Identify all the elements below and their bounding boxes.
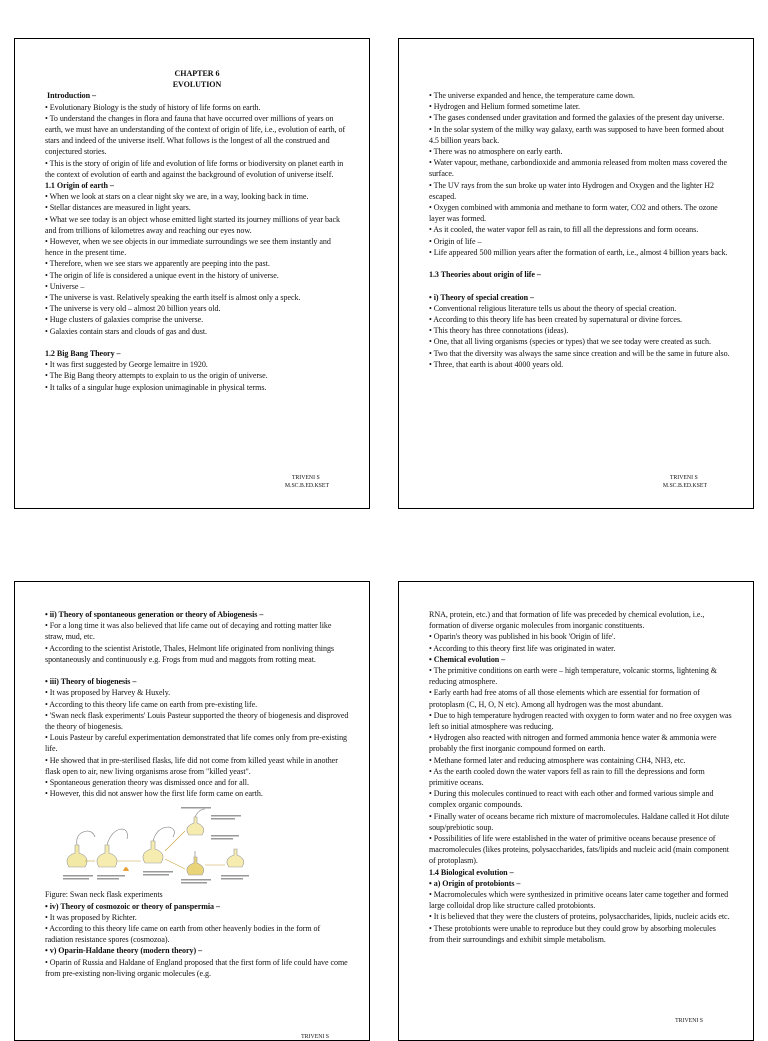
bullet: • Origin of life – <box>429 236 482 246</box>
footer-name: TRIVENI S <box>675 1018 703 1024</box>
section-1-3-heading: 1.3 Theories about origin of life – <box>429 270 541 280</box>
bullet: • The universe is very old – almost 20 billion years old. <box>45 304 221 314</box>
slide-3 <box>14 581 370 1041</box>
swan-neck-flask-illustration <box>61 805 251 885</box>
bullet: • According to this theory life came on earth from other heavenly bodies in the form of radiation resistance spores (cosmozoa). <box>45 924 321 945</box>
bullet: • When we look at stars on a clear night sky we are, in a way, looking back in time. <box>45 192 309 202</box>
intro-line: • Evolutionary Biology is the study of history of life forms on earth. <box>45 102 261 112</box>
slide-4 <box>398 581 754 1041</box>
bullet: • Spontaneous generation theory was dismissed once and for all. <box>45 778 249 788</box>
bullet: • Two that the diversity was always the same since creation and will be the same in future also. <box>429 348 730 358</box>
chemical-evolution-heading: • Chemical evolution – <box>429 654 506 664</box>
bullet: • The UV rays from the sun broke up water into Hydrogen and Oxygen and the lighter H2 escaped. <box>429 180 714 201</box>
bullet: • Oparin of Russia and Haldane of England proposed that the first form of life could have come from pre-existing non-living organic molecules (e.g. <box>45 957 348 978</box>
bullet: • As the earth cooled down the water vapors fell as rain to fill the depressions and form primitive oceans. <box>429 766 705 788</box>
bullet: • Methane formed later and reducing atmosphere was containing CH4, NH3, etc. <box>429 755 686 765</box>
bullet: • Louis Pasteur by careful experimentation demonstrated that life comes only from pre-existing life. <box>45 733 348 754</box>
bullet: • The origin of life is considered a unique event in the history of universe. <box>45 270 279 280</box>
footer-name: TRIVENI S <box>291 475 320 481</box>
bullet: • Hydrogen and Helium formed sometime later. <box>429 102 581 112</box>
bullet: • Oxygen combined with ammonia and methane to form water, CO2 and others. The ozone layer was formed. <box>429 203 718 224</box>
bullet: • 'Swan neck flask experiments' Louis Pasteur supported the theory of biogenesis and disproved the theory of biogenesis. <box>45 710 349 732</box>
slide-1-footer <box>285 475 329 490</box>
abiogenesis-heading: • ii) Theory of spontaneous generation or theory of Abiogenesis – <box>45 610 264 619</box>
bullet: • During this molecules continued to react with each other and formed various simple and complex organic compounds. <box>429 789 714 810</box>
bullet: • Hydrogen also reacted with nitrogen and formed ammonia hence water & ammonia were probably the first inorganic compound formed on earth. <box>429 733 717 754</box>
bullet: • Water vapour, methane, carbondioxide and ammonia released from molten mass covered the surface. <box>429 158 728 179</box>
bullet: • Early earth had free atoms of all those elements which are essential for formation of protoplasm (C, H, O, N etc). Among all hydrogen was the most abundant. <box>429 688 700 709</box>
bullet: • Therefore, when we see stars we apparently are peeping into the past. <box>45 259 270 269</box>
intro-heading: Introduction – <box>47 91 97 101</box>
bullet: • The universe is vast. Relatively speaking the earth itself is almost only a speck. <box>45 293 301 303</box>
bullet: • The Big Bang theory attempts to explain to us the origin of universe. <box>45 371 268 381</box>
bullet: • It was first suggested by George lemaitre in 1920. <box>45 360 208 370</box>
bullet: • The primitive conditions on earth were – high temperature, volcanic storms, lightening & reducing atmosphere. <box>429 666 718 687</box>
bullet: • Three, that earth is about 4000 years old. <box>429 359 564 369</box>
bullet: • It was proposed by Harvey & Huxely. <box>45 688 171 698</box>
bullet: • However, this did not answer how the first life form came on earth. <box>45 789 263 799</box>
bullet: • Possibilities of life were established in the water of primitive oceans because presence of macromolecules (likes proteins, polysaccharides, fats/lipids and nucleic acid (main component of protoplasm). <box>429 834 729 866</box>
slide-3-footer <box>301 1034 329 1041</box>
bullet: • Stellar distances are measured in light years. <box>45 203 191 213</box>
bullet: • Universe – <box>45 281 85 291</box>
bullet: • Oparin's theory was published in his book 'Origin of life'. <box>429 632 616 642</box>
chapter-label: CHAPTER 6 <box>174 69 220 78</box>
footer-qualification: M.SC.B.ED.KSET <box>662 482 707 489</box>
bullet: • For a long time it was also believed that life came out of decaying and rotting matter like straw, mud, etc. <box>45 621 332 642</box>
bullet: • The gases condensed under gravitation and formed the galaxies of the present day universe. <box>429 113 725 123</box>
bullet: • It was proposed by Richter. <box>45 912 137 922</box>
protobionts-heading: • a) Origin of protobionts – <box>429 878 521 888</box>
slide-1-content <box>45 68 349 393</box>
bullet: • In the solar system of the milky way galaxy, earth was supposed to have been formed about 4.5 billion years back. <box>429 124 724 145</box>
bullet: • Macromolecules which were synthesized in primitive oceans later came together and formed large colloidal drop like structure called protobionts. <box>429 890 729 911</box>
section-1-2-heading: 1.2 Big Bang Theory – <box>45 349 121 359</box>
intro-line: • This is the story of origin of life and evolution of life forms or biodiversity on planet earth in the context of evolution of earth and against the background of evolution of universe itself. <box>45 158 344 179</box>
section-1-4-heading: 1.4 Biological evolution – <box>429 867 514 877</box>
footer-qualification: M.SC.B.ED.KSET <box>284 482 329 489</box>
bullet: • There was no atmosphere on early earth. <box>429 147 563 157</box>
bullet: • These protobionts were unable to reproduce but they could grow by absorbing molecules from their surroundings and exhibit simple metabolism. <box>429 923 716 944</box>
bullet: • Due to high temperature hydrogen reacted with oxygen to form water and no free oxygen was left so initial atmosphere was reducing. <box>429 710 732 732</box>
bullet: • Finally water of oceans became rich mixture of macromolecules. Haldane called it Hot dilute soup/prebiotic soup. <box>429 811 730 832</box>
bullet: • One, that all living organisms (species or types) that we see today were created as such. <box>429 337 711 347</box>
bullet: • However, when we see objects in our immediate surroundings we see them instantly and hence in the present time. <box>45 237 331 258</box>
slide-4-content <box>429 609 733 945</box>
slide-3-content <box>45 609 349 979</box>
chapter-title: EVOLUTION <box>172 80 222 90</box>
biogenesis-heading: • iii) Theory of biogenesis – <box>45 677 137 687</box>
bullet: • Huge clusters of galaxies comprise the universe. <box>45 315 204 325</box>
slide-2 <box>398 38 754 509</box>
intro-line: • To understand the changes in flora and fauna that have occurred over millions of years on earth, we must have an understanding of the context of origin of life, i.e., evolution of earth, of stars and indeed of the universe itself. What follows is the longest of all the construed and conjectured stories. <box>45 113 346 157</box>
slide-2-footer <box>663 475 707 490</box>
footer-name: TRIVENI S <box>301 1034 329 1040</box>
bullet: • The universe expanded and hence, the temperature came down. <box>429 91 635 100</box>
footer-name: TRIVENI S <box>669 475 698 481</box>
bullet: RNA, protein, etc.) and that formation of life was preceded by chemical evolution, i.e., formation of diverse organic molecules from inorganic constituents. <box>429 610 705 631</box>
bullet: • It talks of a singular huge explosion unimaginable in physical terms. <box>45 382 267 392</box>
slide-1 <box>14 38 370 509</box>
bullet: • According to this theory life has been created by supernatural or divine forces. <box>429 315 683 325</box>
figure-caption: Figure: Swan neck flask experiments <box>45 890 163 900</box>
oparin-haldane-heading: • v) Oparin-Haldane theory (modern theory) – <box>45 946 203 956</box>
bullet: • This theory has three connotations (ideas). <box>429 326 569 336</box>
swan-neck-flask-figure <box>61 805 251 885</box>
bullet: • According to the scientist Aristotle, Thales, Helmont life originated from nonliving things spontaneously and continuously e.g. Frogs from mud and maggots from rotting meat. <box>45 643 335 664</box>
bullet: • As it cooled, the water vapor fell as rain, to fill all the depressions and form oceans. <box>429 225 699 235</box>
bullet: • What we see today is an object whose emitted light started its journey millions of year back and from trillions of kilometres away and reaching our eyes now. <box>45 214 340 235</box>
bullet: • According to this theory life came on earth from pre-existing life. <box>45 699 258 709</box>
bullet: • Life appeared 500 million years after the formation of earth, i.e., almost 4 billion years back. <box>429 247 728 257</box>
bullet: • It is believed that they were the clusters of proteins, polysaccharides, lipids, nucleic acids etc. <box>429 912 730 922</box>
bullet: • He showed that in pre-sterilised flasks, life did not come from killed yeast while in another flask open to air, new living organisms arose from "killed yeast". <box>45 755 338 776</box>
bullet: • Conventional religious literature tells us about the theory of special creation. <box>429 303 677 313</box>
bullet: • According to this theory first life was originated in water. <box>429 643 616 653</box>
section-1-1-heading: 1.1 Origin of earth – <box>45 181 114 191</box>
slide-2-content <box>429 90 733 370</box>
bullet: • Galaxies contain stars and clouds of gas and dust. <box>45 326 208 336</box>
special-creation-heading: • i) Theory of special creation – <box>429 292 535 302</box>
panspermia-heading: • iv) Theory of cosmozoic or theory of panspermia – <box>45 901 220 911</box>
slide-4-footer <box>675 1018 703 1026</box>
